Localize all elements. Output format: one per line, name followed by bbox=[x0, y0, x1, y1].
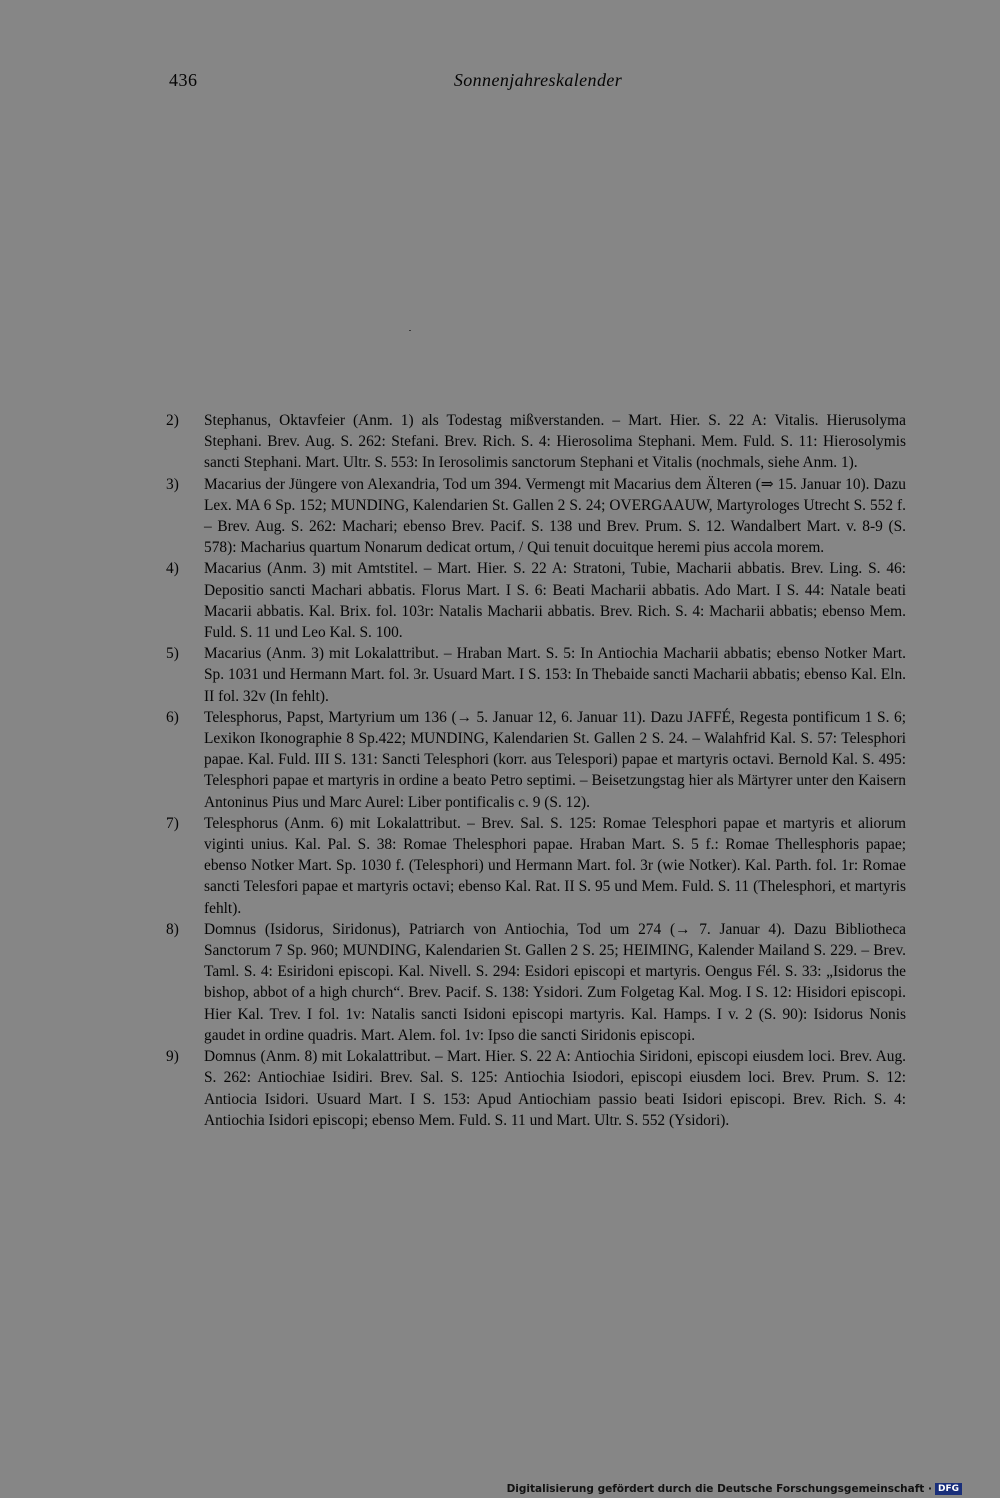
footnote bbox=[166, 1046, 906, 1131]
footnote-text: Domnus (Anm. 8) mit Lokalattribut. – Mart. Hier. S. 22 A: Antiochia Siridoni, episcopi eiusdem loci. Brev. Aug. S. 262: Antiochiae Isidiri. Brev. Sal. S. 125: Antiochia Isiodori, episcopi eiusdem loci. Brev. Prum. S. 12: Antiocia Isidori. Usuard Mart. I S. 153: Apud Antiochiam passio beati Isidori episcopi. Brev. Rich. S. 4: Antiochia Isidori episcopi; ebenso Mem. Fuld. S. 11 und Mart. Ultr. S. 552 (Ysidori). bbox=[204, 1048, 906, 1129]
dfg-logo: DFG bbox=[935, 1483, 962, 1495]
footnote-text: Macarius der Jüngere von Alexandria, Tod um 394. Vermengt mit Macarius dem Älteren (⇒ 15. Januar 10). Dazu Lex. MA 6 Sp. 152; MUNDING, Kalendarien St. Gallen 2 S. 24; OVERGAAUW, Martyrologes Utrecht S. 552 f. – Brev. Aug. S. 262: Machari; ebenso Brev. Pacif. S. 138 und Brev. Prum. S. 12. Wandalbert Mart. v. 8-9 (S. 578): Macharius quartum Nonarum dedicat ortum, / Qui tenuit docuitque heremi pius accola morem. bbox=[204, 475, 906, 557]
footnote-number: 4) bbox=[166, 560, 179, 578]
footnote-text: Telesphorus (Anm. 6) mit Lokalattribut. – Brev. Sal. S. 125: Romae Telesphori papae et martyris et aliorum viginti unius. Kal. Pal. S. 38: Romae Thelesphori papae. Hraban Mart. S. 5 f.: Romae Thellesphoris papae; ebenso Notker Mart. Sp. 1030 f. (Telesphori) und Hermann Mart. fol. 3r (wie Notker). Kal. Parth. fol. 1r: Romae sancti Telesfori papae et martyris octavi; ebenso Kal. Rat. II S. 95 und Mem. Fuld. S. 11 (Thelesphori, et martyris fehlt). bbox=[204, 814, 906, 917]
footnote-text: Telesphorus, Papst, Martyrium um 136 (→ 5. Januar 12, 6. Januar 11). Dazu JAFFÉ, Regesta pontificum 1 S. 6; Lexikon Ikonographie 8 Sp.422; MUNDING, Kalendarien St. Gallen 2 S. 24. – Walahfrid Kal. S. 57: Telesphori papae. Kal. Fuld. III S. 131: Sancti Telesphori (korr. aus Telespori) papae et martyris octavi. Bernold Kal. S. 495: Telesphori papae et martyris in ordine a beato Petro septimi. – Beisetzungstag hier als Märtyrer unter den Kaisern Antoninus Pius und Marc Aurel: Liber pontificalis c. 9 (S. 12). bbox=[204, 708, 906, 811]
credit-text: Digitalisierung gefördert durch die Deutsche Forschungsgemeinschaft · bbox=[506, 1483, 932, 1495]
footnote-number: 8) bbox=[166, 920, 179, 938]
footnote bbox=[166, 919, 906, 1046]
footnote-number: 3) bbox=[166, 475, 179, 493]
digitization-credit bbox=[507, 1483, 962, 1495]
footnote-number: 7) bbox=[166, 814, 179, 832]
footnote-text: Macarius (Anm. 3) mit Lokalattribut. – Hraban Mart. S. 5: In Antiochia Macharii abbatis; ebenso Notker Mart. Sp. 1031 und Hermann Mart. fol. 3r. Usuard Mart. I S. 153: In Thebaide sancti Macharii abbatis; ebenso Kal. Eln. II fol. 32v (In fehlt). bbox=[204, 645, 906, 705]
scan-speck bbox=[409, 330, 411, 331]
footnote-text: Stephanus, Oktavfeier (Anm. 1) als Todestag mißverstanden. – Mart. Hier. S. 22 A: Vitalis. Hierusolyma Stephani. Brev. Aug. S. 262: Stefani. Brev. Rich. S. 4: Hierosolima Stephani. Mem. Fuld. S. 11: Hierosolymis sancti Stephani. Mart. Ultr. S. 553: In Ierosolimis sanctorum Stephani et Vitalis (nochmals, siehe Anm. 1). bbox=[204, 412, 906, 472]
footnote-number: 2) bbox=[166, 412, 179, 429]
footnote bbox=[166, 813, 906, 919]
footnote bbox=[166, 707, 906, 813]
page-number: 436 bbox=[169, 70, 198, 90]
footnote-text: Macarius (Anm. 3) mit Amtstitel. – Mart. Hier. S. 22 A: Stratoni, Tubie, Macharii abbatis. Brev. Ling. S. 46: Depositio sancti Machari abbatis. Florus Mart. I S. 6: Beati Macharii abbatis. Ado Mart. I S. 44: Natale beati Macarii abbatis. Kal. Brix. fol. 103r: Natalis Macharii abbatis. Brev. Rich. S. 4: Macharii abbatis; ebenso Mem. Fuld. S. 11 und Leo Kal. S. 100. bbox=[204, 560, 906, 642]
footnote-number: 5) bbox=[166, 645, 179, 663]
footnote bbox=[166, 410, 906, 474]
footnote-text: Domnus (Isidorus, Siridonus), Patriarch von Antiochia, Tod um 274 (→ 7. Januar 4). Dazu Bibliotheca Sanctorum 7 Sp. 960; MUNDING, Kalendarien St. Gallen 2 S. 25; HEIMING, Kalender Mailand S. 229. – Brev. Taml. S. 4: Esiridoni episcopi. Kal. Nivell. S. 294: Esidori episcopi et martyris. Oengus Fél. S. 33: „Isidorus the bishop, abbot of a high church“. Brev. Pacif. S. 138: Ysidori. Zum Folgetag Kal. Mog. I S. 12: Hisidori episcopi. Hier Kal. Trev. I fol. 1v: Natalis sancti Isidoni episcopi martyris. Kal. Hamps. I v. 2 (S. 90): Isidorus Nonis gaudet in ordine quadris. Mart. Alem. fol. 1v: Ipso die sancti Siridonis episcopi. bbox=[204, 920, 906, 1044]
running-head: Sonnenjahreskalender bbox=[453, 70, 623, 90]
footnote-number: 6) bbox=[166, 708, 179, 726]
footnotes bbox=[166, 410, 906, 1131]
footnote bbox=[166, 643, 906, 707]
footnote-number: 9) bbox=[166, 1048, 179, 1066]
footnote bbox=[166, 558, 906, 643]
footnote bbox=[166, 474, 906, 559]
